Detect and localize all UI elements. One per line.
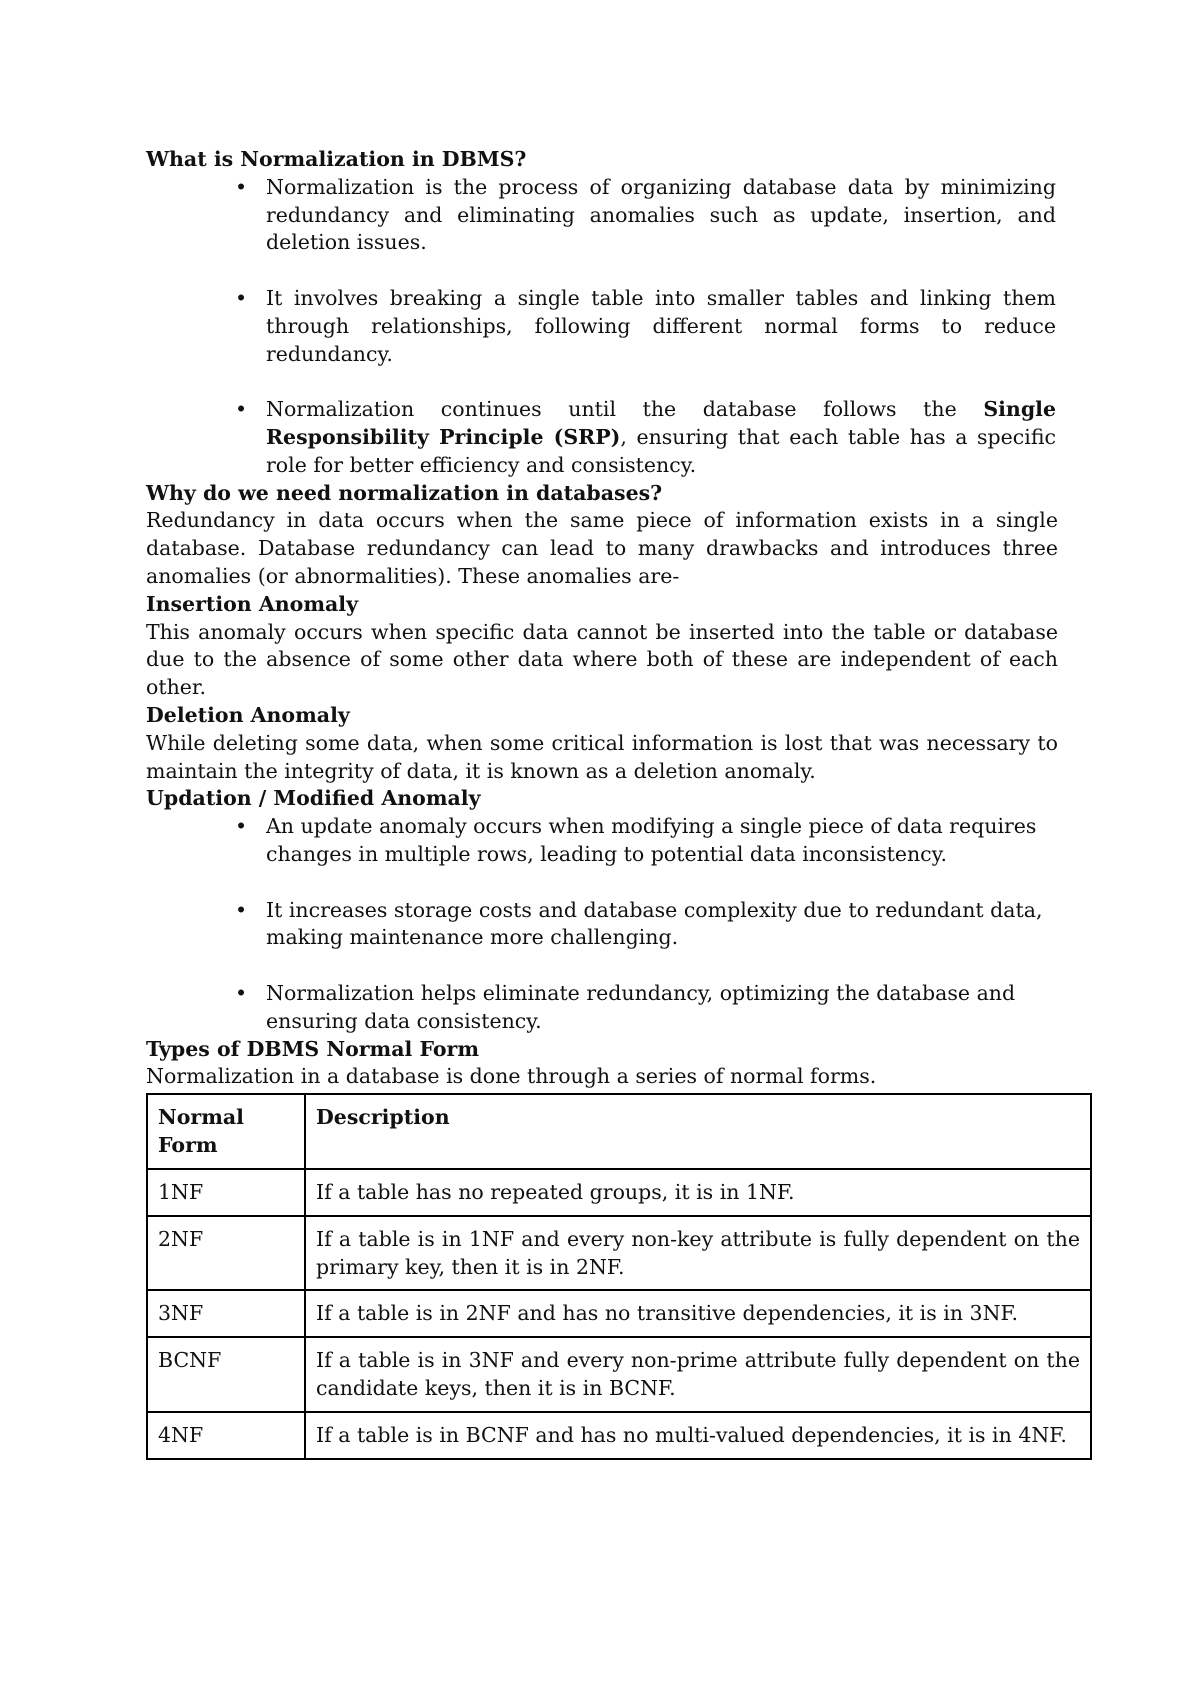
heading-insertion-anomaly: Insertion Anomaly	[146, 591, 359, 616]
heading-why-normalization: Why do we need normalization in databases?	[146, 480, 663, 505]
list-item	[234, 897, 1056, 953]
paragraph-redundancy: Redundancy in data occurs when the same piece of information exists in a single database. Database redundancy can lead to many drawbacks and introduces three anomalies (or abnormalities). These anomalies are-	[146, 508, 1058, 588]
cell-normal-form: BCNF	[147, 1337, 305, 1412]
cell-description: If a table has no repeated groups, it is in 1NF.	[305, 1169, 1091, 1216]
srp-term: Single Responsibility Principle (SRP)	[266, 397, 1056, 449]
header-normal-form: Normal Form	[147, 1094, 305, 1169]
list-item	[234, 285, 1056, 368]
table-header-row	[147, 1094, 1091, 1169]
cell-normal-form: 2NF	[147, 1216, 305, 1291]
heading-types-normal-form: Types of DBMS Normal Form	[146, 1036, 480, 1061]
paragraph-types-intro: Normalization in a database is done through a series of normal forms.	[146, 1064, 877, 1089]
cell-description: If a table is in 1NF and every non-key attribute is fully dependent on the primary key, then it is in 2NF.	[305, 1216, 1091, 1291]
bullet-icon: •	[234, 397, 248, 422]
cell-normal-form: 4NF	[147, 1412, 305, 1459]
bullet-text: It increases storage costs and database complexity due to redundant data, making maintenance more challenging.	[266, 897, 1043, 950]
list-item	[234, 174, 1056, 257]
heading-updation-anomaly: Updation / Modified Anomaly	[146, 786, 481, 811]
cell-normal-form: 3NF	[147, 1290, 305, 1337]
bullet-text-start: Normalization continues until the database follows the	[266, 397, 984, 422]
bullet-icon: •	[234, 980, 248, 1005]
bullet-icon: •	[234, 897, 248, 922]
bullet-text-end: , ensuring that each table has a specific role for better efficiency and consistency.	[266, 424, 1056, 477]
bullet-text: It involves breaking a single table into smaller tables and linking them through relationships, following different normal forms to reduce redundancy.	[266, 285, 1056, 366]
cell-description: If a table is in BCNF and has no multi-valued dependencies, it is in 4NF.	[305, 1412, 1091, 1459]
paragraph-insertion-anomaly: This anomaly occurs when specific data cannot be inserted into the table or database due to the absence of some other data where both of these are independent of each other.	[146, 619, 1058, 700]
paragraph-deletion-anomaly: While deleting some data, when some critical information is lost that was necessary to maintain the integrity of data, it is known as a deletion anomaly.	[146, 730, 1058, 783]
table-row	[147, 1290, 1091, 1337]
heading-what-is-normalization: What is Normalization in DBMS?	[146, 147, 527, 171]
table-row	[147, 1216, 1091, 1291]
heading-deletion-anomaly: Deletion Anomaly	[146, 702, 350, 727]
bullet-icon: •	[234, 285, 248, 310]
normal-forms-table	[146, 1093, 1092, 1460]
cell-description: If a table is in 2NF and has no transitive dependencies, it is in 3NF.	[305, 1290, 1091, 1337]
list-item	[234, 813, 1056, 869]
updation-bullet-list	[146, 813, 1058, 1035]
cell-description: If a table is in 3NF and every non-prime attribute fully dependent on the candidate keys, then it is in BCNF.	[305, 1337, 1091, 1412]
bullet-icon: •	[234, 174, 248, 199]
table-row	[147, 1337, 1091, 1412]
list-item	[234, 980, 1056, 1036]
bullet-text: Normalization helps eliminate redundancy, optimizing the database and ensuring data consistency.	[266, 980, 1016, 1033]
bullet-text: Normalization is the process of organizing database data by minimizing redundancy and eliminating anomalies such as update, insertion, and deletion issues.	[266, 174, 1056, 255]
table-row	[147, 1412, 1091, 1459]
normalization-bullet-list	[146, 174, 1058, 480]
bullet-icon: •	[234, 814, 248, 839]
cell-normal-form: 1NF	[147, 1169, 305, 1216]
bullet-text: An update anomaly occurs when modifying a single piece of data requires changes in multiple rows, leading to potential data inconsistency.	[266, 814, 1037, 866]
header-description: Description	[305, 1094, 1091, 1169]
document-page	[146, 146, 1080, 1460]
list-item	[234, 396, 1056, 479]
table-row	[147, 1169, 1091, 1216]
